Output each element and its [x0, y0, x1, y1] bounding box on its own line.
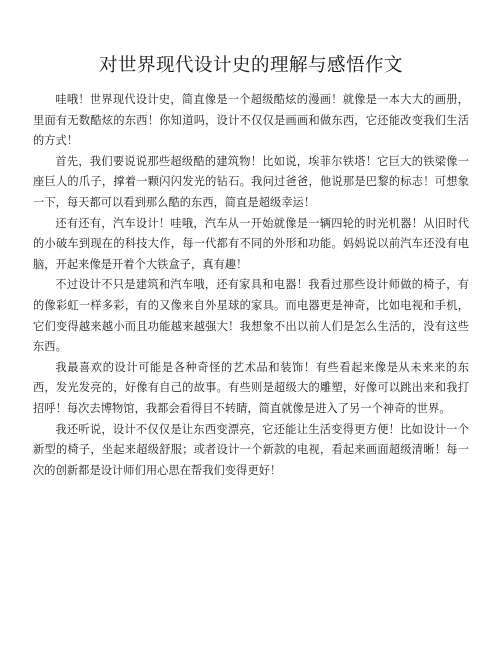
document-body — [33, 90, 469, 481]
paragraph-cars: 还有还有，汽车设计！哇哦，汽车从一开始就像是一辆四轮的时光机器！从旧时代的小破车到现在的科技大作，每一代都有不同的外形和功能。妈妈说以前汽车还没有电脑，开起来像是开着个大铁盒子，真有趣！ — [33, 216, 469, 271]
paragraph-architecture: 首先，我们要说说那些超级酷的建筑物！比如说，埃菲尔铁塔！它巨大的铁梁像一座巨人的爪子，撑着一颗闪闪发光的钻石。我问过爸爸，他说那是巴黎的标志！可想象一下，每天都可以看到那么酷的东西，简直是超级幸运！ — [33, 154, 469, 209]
paragraph-intro: 哇哦！世界现代设计史，简直像是一个超级酷炫的漫画！就像是一本大大的画册，里面有无数酷炫的东西！你知道吗，设计不仅仅是画画和做东西，它还能改变我们生活的方式！ — [33, 93, 469, 148]
document-title: 对世界现代设计史的理解与感悟作文 — [98, 55, 403, 76]
paragraph-convenience: 我还听说，设计不仅仅是让东西变漂亮，它还能让生活变得更方便！比如设计一个新型的椅子，坐起来超级舒服；或者设计一个新款的电视，看起来画面超级清晰！每一次的创新都是设计师们用心思在帮我们变得更好！ — [33, 422, 469, 477]
paragraph-furniture: 不过设计不只是建筑和汽车哦，还有家具和电器！我看过那些设计师做的椅子，有的像彩虹一样多彩，有的又像来自外星球的家具。而电器更是神奇，比如电视和手机，它们变得越来越小而且功能越来越强大！我想象不出以前人们是怎么生活的，没有这些东西。 — [33, 278, 469, 354]
paragraph-art: 我最喜欢的设计可能是各种奇怪的艺术品和装饰！有些看起来像是从未来来的东西，发光发亮的，好像有自己的故事。有些则是超级大的雕塑，好像可以跳出来和我打招呼！每次去博物馆，我都会看得目不转睛，简直就像是进入了另一个神奇的世界。 — [33, 360, 469, 415]
